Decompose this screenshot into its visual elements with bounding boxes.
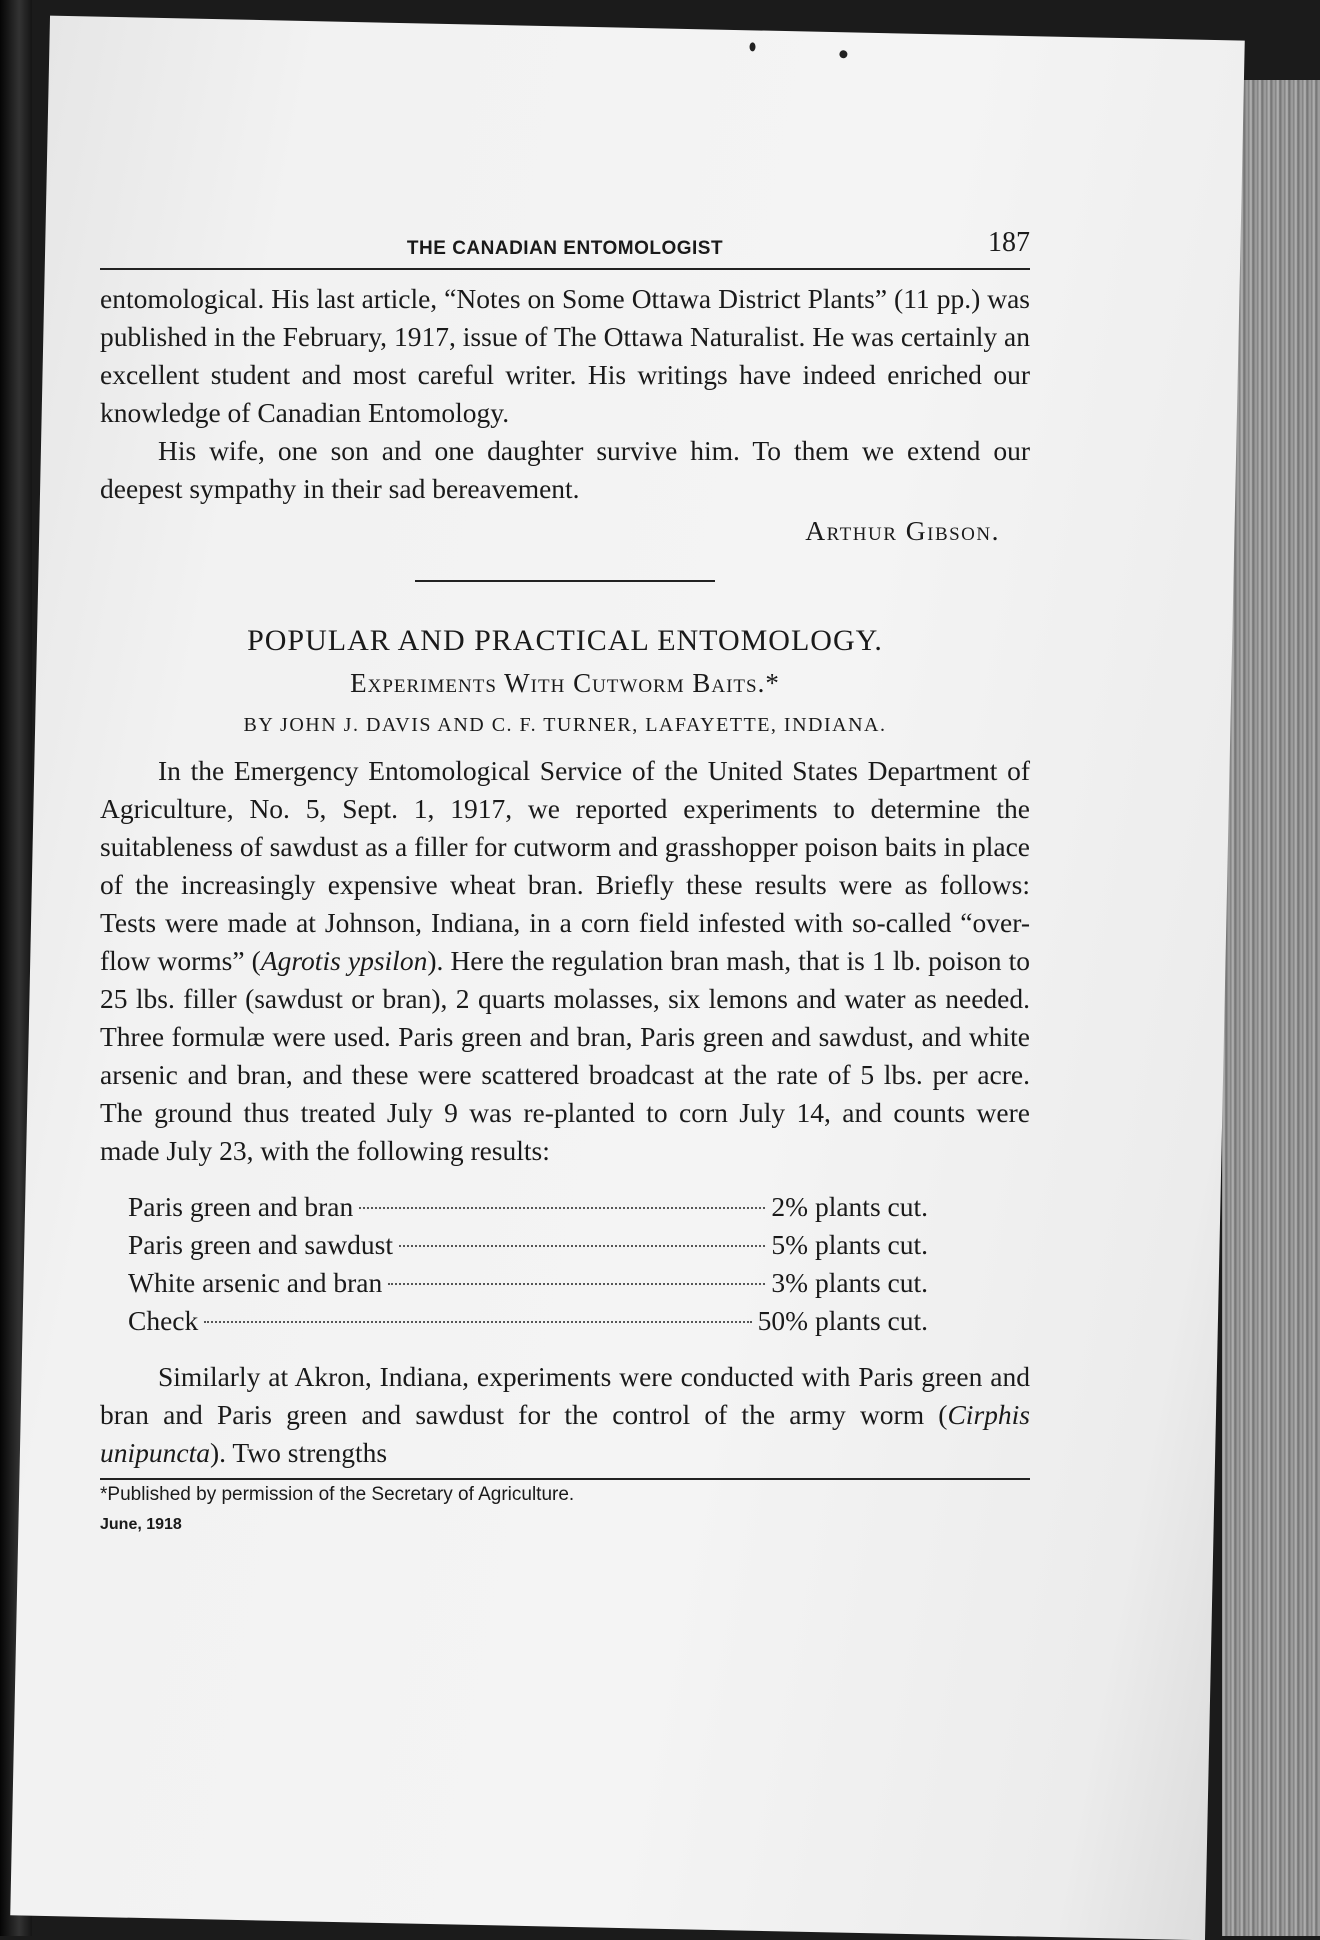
section-divider <box>415 580 715 582</box>
article-byline: BY JOHN J. DAVIS AND C. F. TURNER, LAFAYETTE, INDIANA. <box>243 714 887 736</box>
result-value: 5% plants cut. <box>771 1229 928 1260</box>
result-row <box>128 1264 928 1302</box>
section-title: POPULAR AND PRACTICAL ENTOMOLOGY. <box>247 624 883 657</box>
obituary-paragraph: His wife, one son and one daughter survive him. To them we extend our deepest sympathy in their sad bereavement. <box>100 435 1030 504</box>
body-paragraph <box>100 752 1030 1170</box>
author-signature: Arthur Gibson. <box>805 515 1000 546</box>
body-paragraph <box>100 1358 1030 1472</box>
result-value: 50% plants cut. <box>757 1305 928 1336</box>
result-row <box>128 1302 928 1340</box>
dot-leader <box>204 1321 751 1323</box>
result-value: 2% plants cut. <box>771 1191 928 1222</box>
dot-leader <box>359 1207 765 1209</box>
article-title: Experiments With Cutworm Baits.* <box>350 668 780 698</box>
result-label: Paris green and sawdust <box>128 1229 394 1260</box>
dot-leader <box>399 1245 765 1247</box>
result-value: 3% plants cut. <box>771 1267 928 1298</box>
species-name: Agrotis ypsilon <box>260 945 428 976</box>
journal-title: THE CANADIAN ENTOMOLOGIST <box>406 238 724 259</box>
result-label: White arsenic and bran <box>128 1267 383 1298</box>
footnote: *Published by permission of the Secretary of Agriculture. <box>100 1484 575 1505</box>
result-row <box>128 1188 928 1226</box>
obituary-paragraph: entomological. His last article, “Notes on Some Ottawa District Plants” (11 pp.) was published in the February, 1917, issue of The Ottawa Naturalist. He was certainly an excellent student and most careful writer. His writings have indeed enriched our knowledge of Canadian Entomology. <box>100 283 1030 428</box>
page-number: 187 <box>988 227 1030 258</box>
ink-speck <box>839 50 847 58</box>
body-text: In the Emergency Entomological Service of the United States Department of Agriculture, No. 5, Sept. 1, 1917, we reported experiments to determine the suitableness of sawdust as a filler for cutworm and grasshopper poison baits in place of the increasingly expensive wheat bran. Briefly these results were as follows: Tests were made at Johnson, Indiana, in a corn field infested with so-called “over-flow worms” ( <box>100 755 1030 976</box>
issue-date: June, 1918 <box>100 1516 182 1533</box>
result-row <box>128 1226 928 1264</box>
body-text: ). Two strengths <box>210 1437 388 1468</box>
dot-leader <box>388 1283 765 1285</box>
running-head <box>100 227 1030 270</box>
species-name: Cirphis unipuncta <box>100 1399 1030 1468</box>
body-text: Similarly at Akron, Indiana, experiments were conducted with Paris green and bran and Paris green and sawdust for the control of the army worm ( <box>100 1361 1030 1430</box>
footnote-rule <box>100 1478 1030 1480</box>
results-list <box>128 1188 928 1340</box>
result-label: Paris green and bran <box>128 1191 354 1222</box>
result-label: Check <box>128 1305 199 1336</box>
body-text: ). Here the regulation bran mash, that is 1 lb. poison to 25 lbs. filler (sawdust or bran), 2 quarts molasses, six lemons and water as needed. Three formulæ were used. Paris green and bran, Paris green and sawdust, and white arsenic and bran, and these were scattered broadcast at the rate of 5 lbs. per acre. The ground thus treated July 9 was re-planted to corn July 14, and counts were made July 23, with the following results: <box>100 945 1030 1166</box>
page-content <box>100 227 1030 1544</box>
ink-speck <box>749 42 755 51</box>
